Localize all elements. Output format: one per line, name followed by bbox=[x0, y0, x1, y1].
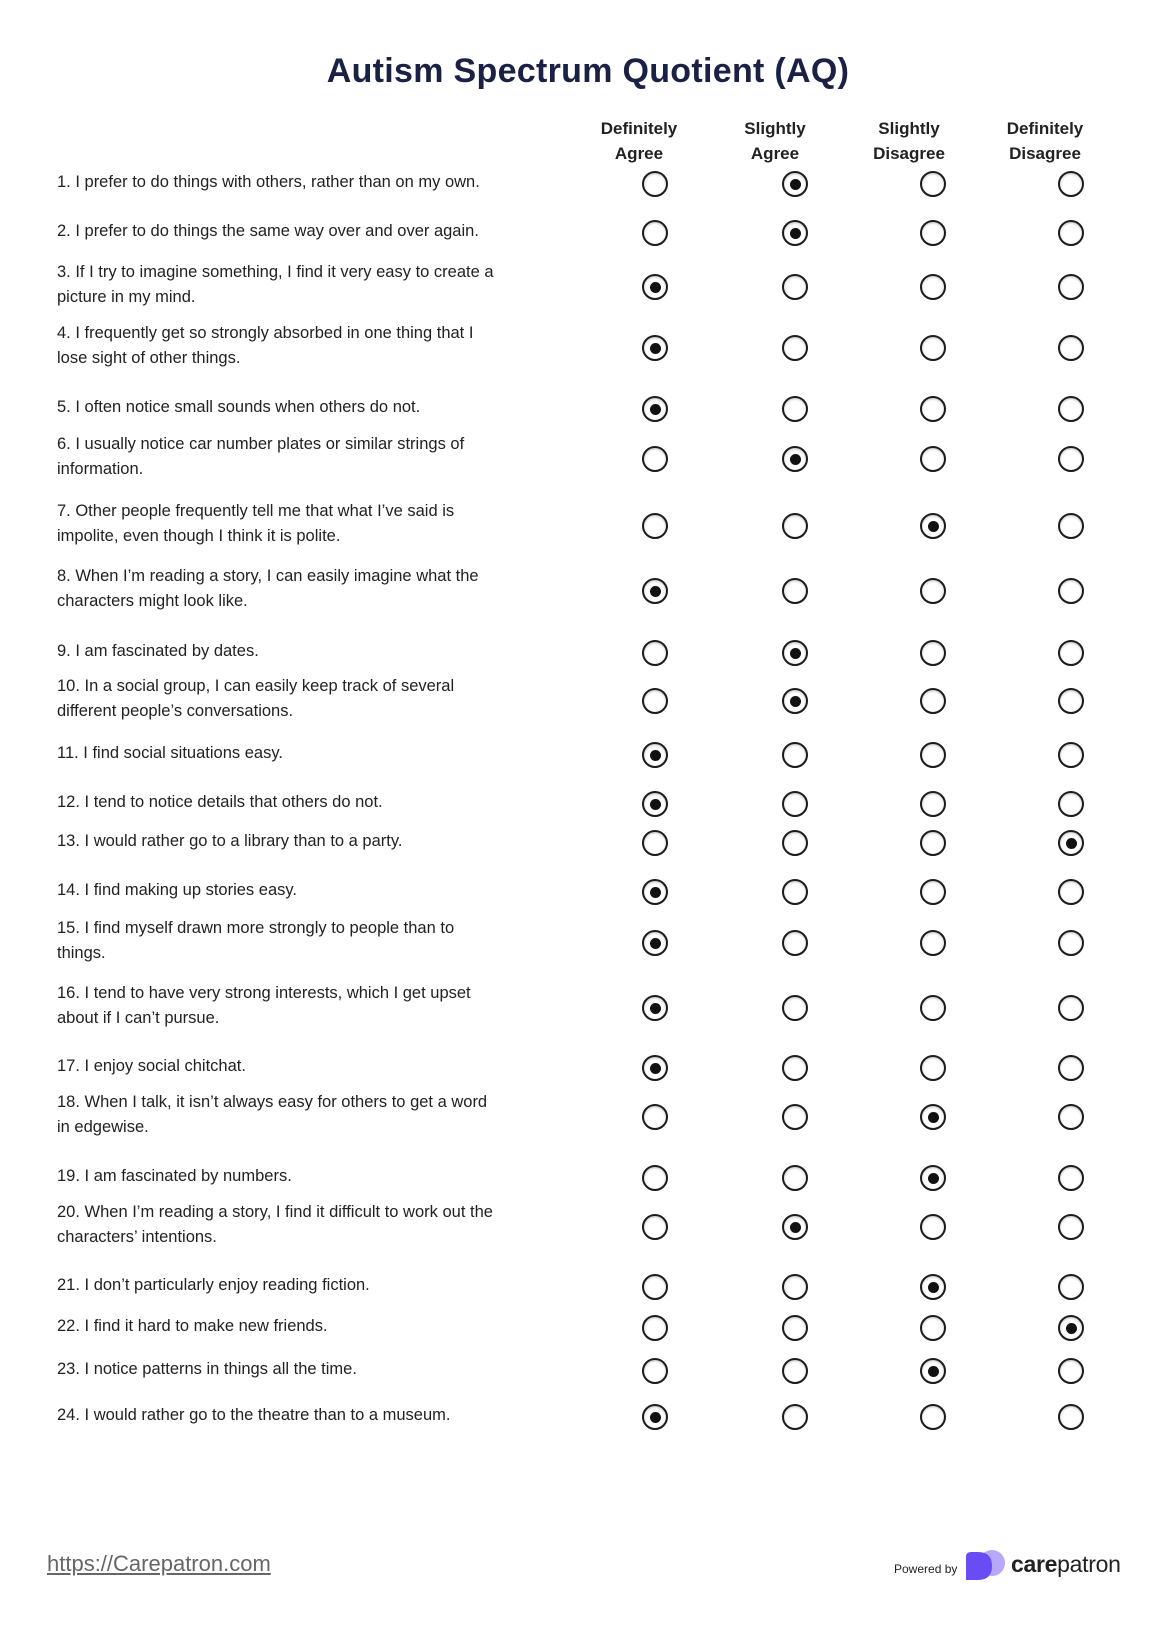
answer-radio[interactable] bbox=[782, 1274, 808, 1300]
answer-radio[interactable] bbox=[642, 742, 668, 768]
question-line: about if I can’t pursue. bbox=[57, 1009, 220, 1027]
answer-radio[interactable] bbox=[1058, 830, 1084, 856]
answer-radio[interactable] bbox=[1058, 396, 1084, 422]
answer-radio[interactable] bbox=[782, 1165, 808, 1191]
answer-radio[interactable] bbox=[1058, 1055, 1084, 1081]
question-text bbox=[57, 564, 557, 614]
answer-radio[interactable] bbox=[642, 513, 668, 539]
question-line: in edgewise. bbox=[57, 1118, 149, 1136]
question-text bbox=[57, 395, 557, 420]
carepatron-brand: carepatron bbox=[1011, 1551, 1121, 1577]
answer-radio[interactable] bbox=[642, 578, 668, 604]
question-line: 24. I would rather go to the theatre than to a museum. bbox=[57, 1406, 451, 1424]
question-line: 16. I tend to have very strong interests, which I get upset bbox=[57, 984, 471, 1002]
question-text bbox=[57, 1200, 557, 1250]
answer-radio[interactable] bbox=[782, 1404, 808, 1430]
answer-radio[interactable] bbox=[782, 1214, 808, 1240]
answer-radio[interactable] bbox=[642, 396, 668, 422]
question-line: 8. When I’m reading a story, I can easily imagine what the bbox=[57, 567, 479, 585]
logo-front-shape bbox=[966, 1552, 992, 1580]
answer-radio[interactable] bbox=[642, 930, 668, 956]
question-text bbox=[57, 260, 557, 310]
answer-radio[interactable] bbox=[1058, 1274, 1084, 1300]
question-text bbox=[57, 1357, 557, 1382]
answer-radio[interactable] bbox=[920, 1055, 946, 1081]
answer-radio[interactable] bbox=[1058, 446, 1084, 472]
question-line: 3. If I try to imagine something, I find it very easy to create a bbox=[57, 263, 494, 281]
question-line: 1. I prefer to do things with others, rather than on my own. bbox=[57, 173, 480, 191]
question-text bbox=[57, 981, 557, 1031]
carepatron-link[interactable]: https://Carepatron.com bbox=[47, 1551, 271, 1576]
answer-radio[interactable] bbox=[642, 1104, 668, 1130]
answer-radio[interactable] bbox=[782, 513, 808, 539]
answer-radio[interactable] bbox=[1058, 274, 1084, 300]
answer-radio[interactable] bbox=[642, 1358, 668, 1384]
question-line: 5. I often notice small sounds when others do not. bbox=[57, 398, 421, 416]
answer-radio[interactable] bbox=[782, 396, 808, 422]
question-line: 10. In a social group, I can easily keep track of several bbox=[57, 677, 455, 695]
answer-radio[interactable] bbox=[1058, 335, 1084, 361]
question-text bbox=[57, 790, 557, 815]
column-header-definitely-agree: Definitely Agree bbox=[600, 119, 678, 163]
question-line: 15. I find myself drawn more strongly to people than to bbox=[57, 919, 455, 937]
question-line: 17. I enjoy social chitchat. bbox=[57, 1057, 246, 1075]
answer-radio[interactable] bbox=[642, 220, 668, 246]
answer-radio[interactable] bbox=[1058, 1315, 1084, 1341]
answer-radio[interactable] bbox=[1058, 742, 1084, 768]
answer-radio[interactable] bbox=[782, 274, 808, 300]
answer-radio[interactable] bbox=[642, 274, 668, 300]
question-line: 23. I notice patterns in things all the time. bbox=[57, 1360, 357, 1378]
column-header-slightly-agree: Slightly Agree bbox=[744, 119, 806, 163]
answer-radio[interactable] bbox=[920, 1165, 946, 1191]
answer-radio[interactable] bbox=[920, 1358, 946, 1384]
answer-radio[interactable] bbox=[642, 1055, 668, 1081]
answer-radio[interactable] bbox=[1058, 171, 1084, 197]
answer-radio[interactable] bbox=[1058, 1404, 1084, 1430]
question-line: 9. I am fascinated by dates. bbox=[57, 642, 259, 660]
question-line: 4. I frequently get so strongly absorbed in one thing that I bbox=[57, 324, 474, 342]
question-text bbox=[57, 1054, 557, 1079]
question-line: 19. I am fascinated by numbers. bbox=[57, 1167, 292, 1185]
question-text bbox=[57, 741, 557, 766]
answer-radio[interactable] bbox=[1058, 220, 1084, 246]
answer-radio[interactable] bbox=[782, 1315, 808, 1341]
answer-radio[interactable] bbox=[920, 640, 946, 666]
carepatron-logo-icon bbox=[962, 1549, 1008, 1583]
answer-radio[interactable] bbox=[782, 879, 808, 905]
answer-radio[interactable] bbox=[1058, 513, 1084, 539]
answer-radio[interactable] bbox=[920, 995, 946, 1021]
answer-radio[interactable] bbox=[642, 1165, 668, 1191]
question-text bbox=[57, 219, 557, 244]
answer-radio[interactable] bbox=[782, 930, 808, 956]
question-line: characters might look like. bbox=[57, 592, 248, 610]
answer-radio[interactable] bbox=[920, 1214, 946, 1240]
answer-radio[interactable] bbox=[782, 1104, 808, 1130]
answer-radio[interactable] bbox=[782, 830, 808, 856]
answer-radio[interactable] bbox=[782, 578, 808, 604]
question-text bbox=[57, 1273, 557, 1298]
answer-radio[interactable] bbox=[1058, 688, 1084, 714]
answer-radio[interactable] bbox=[642, 1315, 668, 1341]
question-text bbox=[57, 321, 557, 371]
answer-radio[interactable] bbox=[920, 1404, 946, 1430]
answer-radio[interactable] bbox=[642, 791, 668, 817]
answer-radio[interactable] bbox=[1058, 1165, 1084, 1191]
answer-radio[interactable] bbox=[920, 335, 946, 361]
answer-radio[interactable] bbox=[782, 335, 808, 361]
question-line: 12. I tend to notice details that others do not. bbox=[57, 793, 383, 811]
answer-radio[interactable] bbox=[782, 220, 808, 246]
answer-radio[interactable] bbox=[642, 1274, 668, 1300]
question-line: 21. I don’t particularly enjoy reading fiction. bbox=[57, 1276, 370, 1294]
answer-radio[interactable] bbox=[782, 1358, 808, 1384]
answer-radio[interactable] bbox=[642, 171, 668, 197]
question-line: 14. I find making up stories easy. bbox=[57, 881, 297, 899]
answer-radio[interactable] bbox=[642, 1214, 668, 1240]
question-text bbox=[57, 829, 557, 854]
answer-radio[interactable] bbox=[920, 830, 946, 856]
answer-radio[interactable] bbox=[920, 171, 946, 197]
question-line: information. bbox=[57, 460, 144, 478]
question-line: lose sight of other things. bbox=[57, 349, 241, 367]
answer-radio[interactable] bbox=[920, 791, 946, 817]
column-header-definitely-disagree: Definitely Disagree bbox=[1006, 119, 1084, 163]
answer-radio[interactable] bbox=[1058, 1214, 1084, 1240]
answer-radio[interactable] bbox=[920, 446, 946, 472]
answer-radio[interactable] bbox=[782, 688, 808, 714]
answer-radio[interactable] bbox=[920, 930, 946, 956]
answer-radio[interactable] bbox=[642, 640, 668, 666]
question-line: 13. I would rather go to a library than to a party. bbox=[57, 832, 403, 850]
answer-radio[interactable] bbox=[642, 879, 668, 905]
question-text bbox=[57, 916, 557, 966]
answer-radio[interactable] bbox=[642, 995, 668, 1021]
answer-radio[interactable] bbox=[642, 688, 668, 714]
question-line: different people’s conversations. bbox=[57, 702, 294, 720]
question-line: 11. I find social situations easy. bbox=[57, 744, 283, 762]
question-text bbox=[57, 878, 557, 903]
question-line: 18. When I talk, it isn’t always easy for others to get a word bbox=[57, 1093, 488, 1111]
answer-radio[interactable] bbox=[920, 274, 946, 300]
answer-radio[interactable] bbox=[1058, 640, 1084, 666]
answer-radio[interactable] bbox=[920, 1315, 946, 1341]
question-text bbox=[57, 1314, 557, 1339]
answer-radio[interactable] bbox=[1058, 1358, 1084, 1384]
question-line: characters’ intentions. bbox=[57, 1228, 217, 1246]
answer-radio[interactable] bbox=[920, 1274, 946, 1300]
answer-radio[interactable] bbox=[920, 578, 946, 604]
answer-radio[interactable] bbox=[782, 1055, 808, 1081]
answer-radio[interactable] bbox=[782, 995, 808, 1021]
answer-radio[interactable] bbox=[642, 446, 668, 472]
answer-radio[interactable] bbox=[782, 640, 808, 666]
answer-radio[interactable] bbox=[642, 830, 668, 856]
question-line: 20. When I’m reading a story, I find it difficult to work out the bbox=[57, 1203, 493, 1221]
question-line: 6. I usually notice car number plates or similar strings of bbox=[57, 435, 465, 453]
answer-radio[interactable] bbox=[1058, 930, 1084, 956]
question-line: 22. I find it hard to make new friends. bbox=[57, 1317, 328, 1335]
answer-radio[interactable] bbox=[642, 1404, 668, 1430]
answer-radio[interactable] bbox=[782, 791, 808, 817]
question-text bbox=[57, 1164, 557, 1189]
question-text bbox=[57, 674, 557, 724]
answer-radio[interactable] bbox=[920, 879, 946, 905]
question-text bbox=[57, 432, 557, 482]
question-text bbox=[57, 499, 557, 549]
question-line: impolite, even though I think it is polite. bbox=[57, 527, 341, 545]
answer-radio[interactable] bbox=[920, 220, 946, 246]
answer-radio[interactable] bbox=[782, 171, 808, 197]
question-line: 7. Other people frequently tell me that what I’ve said is bbox=[57, 502, 455, 520]
answer-radio[interactable] bbox=[920, 688, 946, 714]
question-line: things. bbox=[57, 944, 106, 962]
answer-radio[interactable] bbox=[920, 513, 946, 539]
answer-radio[interactable] bbox=[782, 742, 808, 768]
question-text bbox=[57, 1403, 557, 1428]
question-line: picture in my mind. bbox=[57, 288, 196, 306]
answer-radio[interactable] bbox=[1058, 791, 1084, 817]
powered-by-label: Powered by bbox=[894, 1562, 958, 1576]
answer-radio[interactable] bbox=[920, 396, 946, 422]
answer-radio[interactable] bbox=[642, 335, 668, 361]
question-text bbox=[57, 170, 557, 195]
answer-radio[interactable] bbox=[920, 1104, 946, 1130]
answer-radio[interactable] bbox=[920, 742, 946, 768]
answer-radio[interactable] bbox=[1058, 578, 1084, 604]
question-text bbox=[57, 1090, 557, 1140]
answer-radio[interactable] bbox=[1058, 1104, 1084, 1130]
answer-radio[interactable] bbox=[1058, 879, 1084, 905]
page-title: Autism Spectrum Quotient (AQ) bbox=[326, 52, 850, 90]
answer-radio[interactable] bbox=[1058, 995, 1084, 1021]
question-line: 2. I prefer to do things the same way over and over again. bbox=[57, 222, 479, 240]
answer-radio[interactable] bbox=[782, 446, 808, 472]
question-text bbox=[57, 639, 557, 664]
column-header-slightly-disagree: Slightly Disagree bbox=[873, 119, 945, 163]
